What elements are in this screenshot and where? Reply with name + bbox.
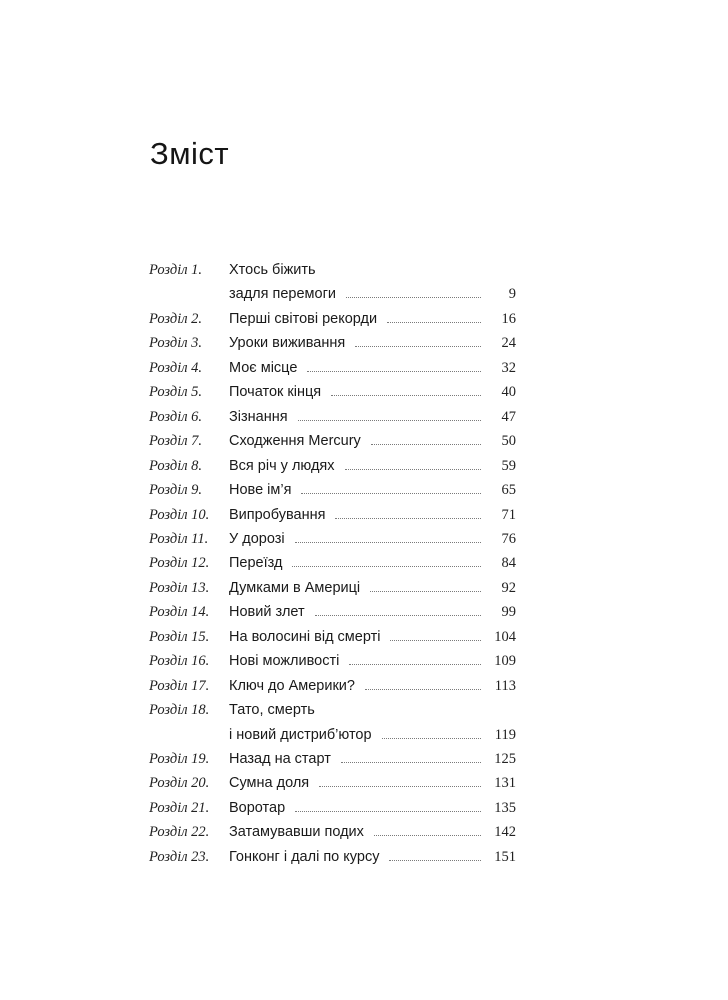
chapter-title: Зізнання <box>229 408 288 425</box>
dotted-leader <box>345 469 481 470</box>
chapter-label: Розділ 23. <box>149 848 210 865</box>
page-number: 109 <box>494 653 516 670</box>
chapter-label: Розділ 11. <box>149 530 209 547</box>
chapter-title: Тато, смерть <box>229 702 315 719</box>
chapter-title: Сходження Mercury <box>229 433 361 450</box>
chapter-label: Розділ 21. <box>149 799 210 816</box>
page-number: 84 <box>501 555 516 572</box>
dotted-leader <box>341 762 481 763</box>
chapter-title: задля перемоги <box>229 286 336 303</box>
chapter-label: Розділ 5. <box>149 384 203 401</box>
toc-entry-line <box>0 649 728 673</box>
page-number: 24 <box>501 335 516 352</box>
page-number: 135 <box>494 799 516 816</box>
chapter-label: Розділ 9. <box>149 482 203 499</box>
chapter-title: Думками в Америці <box>229 579 361 596</box>
chapter-label: Розділ 4. <box>149 359 203 376</box>
chapter-title: У дорозі <box>229 530 285 547</box>
toc-entry-line <box>0 405 728 429</box>
page-number: 76 <box>501 530 516 547</box>
page-number: 59 <box>501 457 516 474</box>
chapter-label: Розділ 12. <box>149 555 210 572</box>
page-number: 32 <box>501 359 516 376</box>
page-number: 99 <box>501 604 516 621</box>
chapter-label: Розділ 19. <box>149 751 210 767</box>
chapter-title: Назад на старт <box>229 751 331 767</box>
chapter-title: Затамувавши подих <box>229 824 364 841</box>
chapter-title: Перші світові рекорди <box>229 310 378 327</box>
dotted-leader <box>365 689 481 690</box>
dotted-leader <box>387 322 481 323</box>
chapter-title: Вся річ у людях <box>229 457 335 474</box>
chapter-title: і новий дистриб’ютор <box>229 726 372 743</box>
dotted-leader <box>295 542 481 543</box>
toc-entry-line <box>0 576 728 600</box>
chapter-title: Моє місце <box>229 359 298 376</box>
toc-entry-line <box>0 478 728 502</box>
chapter-label: Розділ 6. <box>149 408 203 425</box>
page-title: Зміст <box>150 136 230 171</box>
chapter-label: Розділ 16. <box>149 653 210 670</box>
toc-entry-line <box>0 258 728 282</box>
dotted-leader <box>319 786 481 787</box>
toc-entry-line <box>0 503 728 527</box>
chapter-title: Воротар <box>229 799 286 816</box>
dotted-leader <box>374 835 481 836</box>
chapter-label: Розділ 17. <box>149 677 210 694</box>
dotted-leader <box>335 518 481 519</box>
page-number: 40 <box>501 384 516 401</box>
chapter-label: Розділ 10. <box>149 506 210 523</box>
chapter-label: Розділ 8. <box>149 457 203 474</box>
toc-entry-line <box>0 771 728 795</box>
toc-entry-line <box>0 820 728 844</box>
chapter-label: Розділ 18. <box>149 702 210 719</box>
dotted-leader <box>382 738 481 739</box>
toc-entry-line <box>0 429 728 453</box>
dotted-leader <box>331 395 481 396</box>
chapter-title: Нові можливості <box>229 653 340 670</box>
page-number: 104 <box>494 628 516 645</box>
page-number: 142 <box>494 824 516 841</box>
chapter-label: Розділ 13. <box>149 579 210 596</box>
toc-entry-line <box>0 845 728 869</box>
toc-entry-line <box>0 625 728 649</box>
toc-entry-line <box>0 380 728 404</box>
toc-entry-line <box>0 454 728 478</box>
chapter-title: Початок кінця <box>229 384 322 401</box>
page-number: 65 <box>501 482 516 499</box>
dotted-leader <box>298 420 481 421</box>
toc-entry-line <box>0 307 728 331</box>
page-number: 71 <box>501 506 516 523</box>
dotted-leader <box>390 640 481 641</box>
dotted-leader <box>371 444 481 445</box>
toc-entry-line <box>0 551 728 575</box>
toc-entry-line <box>0 600 728 624</box>
dotted-leader <box>370 591 481 592</box>
chapter-label: Розділ 2. <box>149 310 203 327</box>
dotted-leader <box>389 860 481 861</box>
toc-entry-line <box>0 331 728 355</box>
toc-entry-line <box>0 698 728 722</box>
chapter-label: Розділ 7. <box>149 433 203 450</box>
page-number: 92 <box>501 579 516 596</box>
chapter-title: Нове ім’я <box>229 482 292 499</box>
dotted-leader <box>301 493 481 494</box>
chapter-label: Розділ 15. <box>149 628 210 645</box>
chapter-title: Гонконг і далі по курсу <box>229 848 380 865</box>
chapter-title: Ключ до Америки? <box>229 677 355 694</box>
dotted-leader <box>346 297 481 298</box>
chapter-title: На волосині від смерті <box>229 628 381 645</box>
page-number: 131 <box>494 775 516 792</box>
toc-entry-line <box>0 356 728 380</box>
dotted-leader <box>315 615 481 616</box>
chapter-title: Уроки виживання <box>229 335 346 352</box>
chapter-label: Розділ 3. <box>149 335 203 352</box>
page-number: 113 <box>494 677 516 694</box>
toc-entry-line <box>0 747 728 771</box>
toc-entry-line <box>0 674 728 698</box>
dotted-leader <box>295 811 481 812</box>
toc-entry-line <box>0 282 728 306</box>
chapter-title: Новий злет <box>229 604 305 621</box>
chapter-label: Розділ 20. <box>149 775 210 792</box>
toc-entry-line <box>0 527 728 551</box>
dotted-leader <box>355 346 481 347</box>
dotted-leader <box>307 371 481 372</box>
chapter-title: Випробування <box>229 506 326 523</box>
page-number: 9 <box>508 286 516 303</box>
chapter-label: Розділ 14. <box>149 604 210 621</box>
page-number: 16 <box>501 310 516 327</box>
dotted-leader <box>292 566 481 567</box>
chapter-label: Розділ 22. <box>149 824 210 841</box>
page-number: 50 <box>501 433 516 450</box>
toc-entry-line <box>0 723 728 747</box>
chapter-label: Розділ 1. <box>149 262 203 278</box>
toc-entry-line <box>0 796 728 820</box>
page-number: 125 <box>494 751 516 767</box>
chapter-title: Хтось біжить <box>229 262 316 278</box>
dotted-leader <box>349 664 481 665</box>
chapter-title: Сумна доля <box>229 775 310 792</box>
page-number: 47 <box>501 408 516 425</box>
page-number: 119 <box>494 726 516 743</box>
page-number: 151 <box>494 848 516 865</box>
chapter-title: Переїзд <box>229 555 283 572</box>
